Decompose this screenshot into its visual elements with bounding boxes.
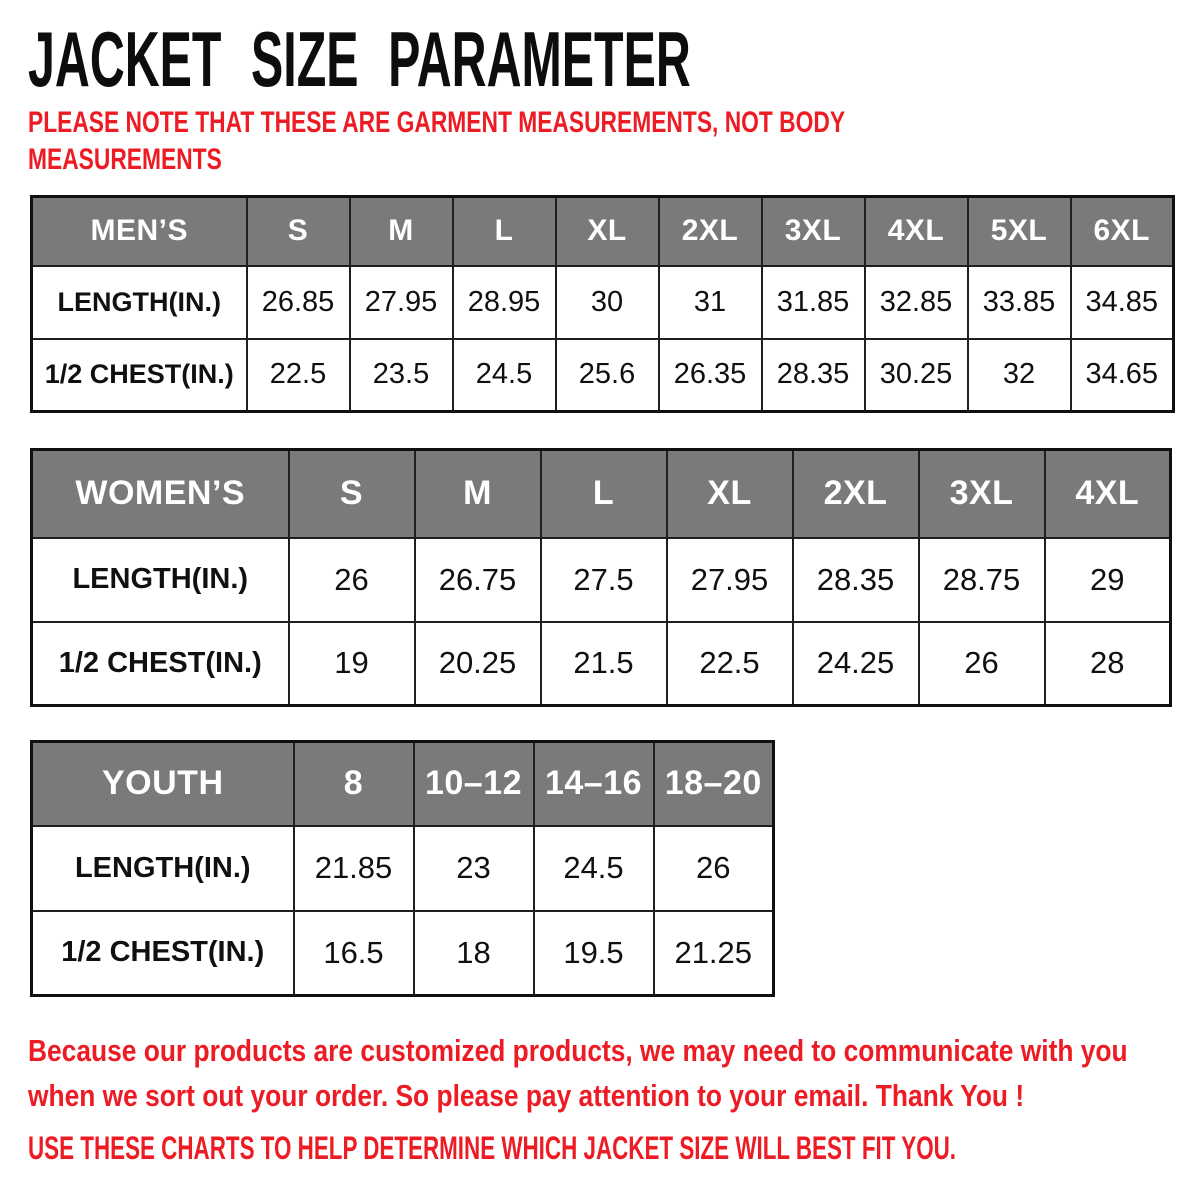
size-value-cell: 25.6 bbox=[556, 339, 659, 412]
size-column-header: 3XL bbox=[762, 197, 865, 266]
youth-size-table bbox=[30, 740, 775, 997]
size-value-cell: 31 bbox=[659, 266, 762, 339]
size-value-cell: 20.25 bbox=[415, 622, 541, 706]
size-value-cell: 32 bbox=[968, 339, 1071, 412]
size-value-cell: 28.75 bbox=[919, 538, 1045, 622]
size-column-header: 2XL bbox=[793, 450, 919, 538]
size-column-header: 2XL bbox=[659, 197, 762, 266]
mens-size-table bbox=[30, 195, 1175, 413]
size-column-header: M bbox=[415, 450, 541, 538]
table-row bbox=[32, 622, 1171, 706]
table-row bbox=[32, 339, 1174, 412]
table-row bbox=[32, 826, 774, 911]
note-line: MEASUREMENTS bbox=[28, 143, 222, 176]
table-row bbox=[32, 911, 774, 996]
size-value-cell: 23 bbox=[414, 826, 534, 911]
row-label: 1/2 CHEST(IN.) bbox=[32, 339, 247, 412]
size-column-header: S bbox=[247, 197, 350, 266]
size-value-cell: 34.85 bbox=[1071, 266, 1174, 339]
size-column-header: 3XL bbox=[919, 450, 1045, 538]
size-value-cell: 30.25 bbox=[865, 339, 968, 412]
size-column-header: 4XL bbox=[865, 197, 968, 266]
size-value-cell: 30 bbox=[556, 266, 659, 339]
size-value-cell: 29 bbox=[1045, 538, 1171, 622]
size-column-header: M bbox=[350, 197, 453, 266]
womens-size-table bbox=[30, 448, 1172, 707]
size-value-cell: 19 bbox=[289, 622, 415, 706]
table-title-cell: WOMEN’S bbox=[32, 450, 289, 538]
table-title-cell: YOUTH bbox=[32, 742, 294, 826]
size-value-cell: 26.35 bbox=[659, 339, 762, 412]
size-value-cell: 21.5 bbox=[541, 622, 667, 706]
size-column-header: 4XL bbox=[1045, 450, 1171, 538]
size-column-header: XL bbox=[556, 197, 659, 266]
size-value-cell: 24.5 bbox=[534, 826, 654, 911]
size-column-header: L bbox=[541, 450, 667, 538]
size-value-cell: 22.5 bbox=[667, 622, 793, 706]
table-row bbox=[32, 266, 1174, 339]
size-value-cell: 27.95 bbox=[350, 266, 453, 339]
footer-note-line: Because our products are customized products, we may need to communicate with you bbox=[28, 1033, 1128, 1068]
chart-usage-line: USE THESE CHARTS TO HELP DETERMINE WHICH JACKET SIZE WILL BEST FIT YOU. bbox=[28, 1130, 957, 1166]
size-column-header: 8 bbox=[294, 742, 414, 826]
note-line: PLEASE NOTE THAT THESE ARE GARMENT MEASUREMENTS, NOT BODY bbox=[28, 106, 846, 139]
size-value-cell: 24.25 bbox=[793, 622, 919, 706]
row-label: LENGTH(IN.) bbox=[32, 826, 294, 911]
table-header-row bbox=[32, 450, 1171, 538]
row-label: LENGTH(IN.) bbox=[32, 266, 247, 339]
size-value-cell: 26 bbox=[919, 622, 1045, 706]
size-value-cell: 21.25 bbox=[654, 911, 774, 996]
size-value-cell: 28.35 bbox=[762, 339, 865, 412]
table-header-row bbox=[32, 197, 1174, 266]
size-value-cell: 31.85 bbox=[762, 266, 865, 339]
page-title: JACKET SIZE PARAMETER bbox=[28, 15, 691, 103]
size-value-cell: 22.5 bbox=[247, 339, 350, 412]
row-label: 1/2 CHEST(IN.) bbox=[32, 911, 294, 996]
size-column-header: 18–20 bbox=[654, 742, 774, 826]
table-title-cell: MEN’S bbox=[32, 197, 247, 266]
size-value-cell: 27.5 bbox=[541, 538, 667, 622]
table-header-row bbox=[32, 742, 774, 826]
size-column-header: 14–16 bbox=[534, 742, 654, 826]
size-value-cell: 24.5 bbox=[453, 339, 556, 412]
size-value-cell: 27.95 bbox=[667, 538, 793, 622]
footer-note-line: when we sort out your order. So please pay attention to your email. Thank You ! bbox=[28, 1078, 1025, 1113]
size-column-header: 10–12 bbox=[414, 742, 534, 826]
table-row bbox=[32, 538, 1171, 622]
size-value-cell: 18 bbox=[414, 911, 534, 996]
size-column-header: XL bbox=[667, 450, 793, 538]
size-value-cell: 16.5 bbox=[294, 911, 414, 996]
size-value-cell: 32.85 bbox=[865, 266, 968, 339]
row-label: 1/2 CHEST(IN.) bbox=[32, 622, 289, 706]
size-column-header: 5XL bbox=[968, 197, 1071, 266]
row-label: LENGTH(IN.) bbox=[32, 538, 289, 622]
size-value-cell: 28 bbox=[1045, 622, 1171, 706]
size-column-header: 6XL bbox=[1071, 197, 1174, 266]
size-value-cell: 19.5 bbox=[534, 911, 654, 996]
size-value-cell: 34.65 bbox=[1071, 339, 1174, 412]
size-value-cell: 26 bbox=[289, 538, 415, 622]
size-column-header: S bbox=[289, 450, 415, 538]
size-value-cell: 26.85 bbox=[247, 266, 350, 339]
customization-notice bbox=[28, 1028, 1200, 1118]
size-value-cell: 26 bbox=[654, 826, 774, 911]
size-value-cell: 21.85 bbox=[294, 826, 414, 911]
size-column-header: L bbox=[453, 197, 556, 266]
size-value-cell: 28.35 bbox=[793, 538, 919, 622]
size-value-cell: 33.85 bbox=[968, 266, 1071, 339]
garment-measurement-note bbox=[28, 104, 1103, 178]
size-value-cell: 28.95 bbox=[453, 266, 556, 339]
size-value-cell: 26.75 bbox=[415, 538, 541, 622]
size-value-cell: 23.5 bbox=[350, 339, 453, 412]
